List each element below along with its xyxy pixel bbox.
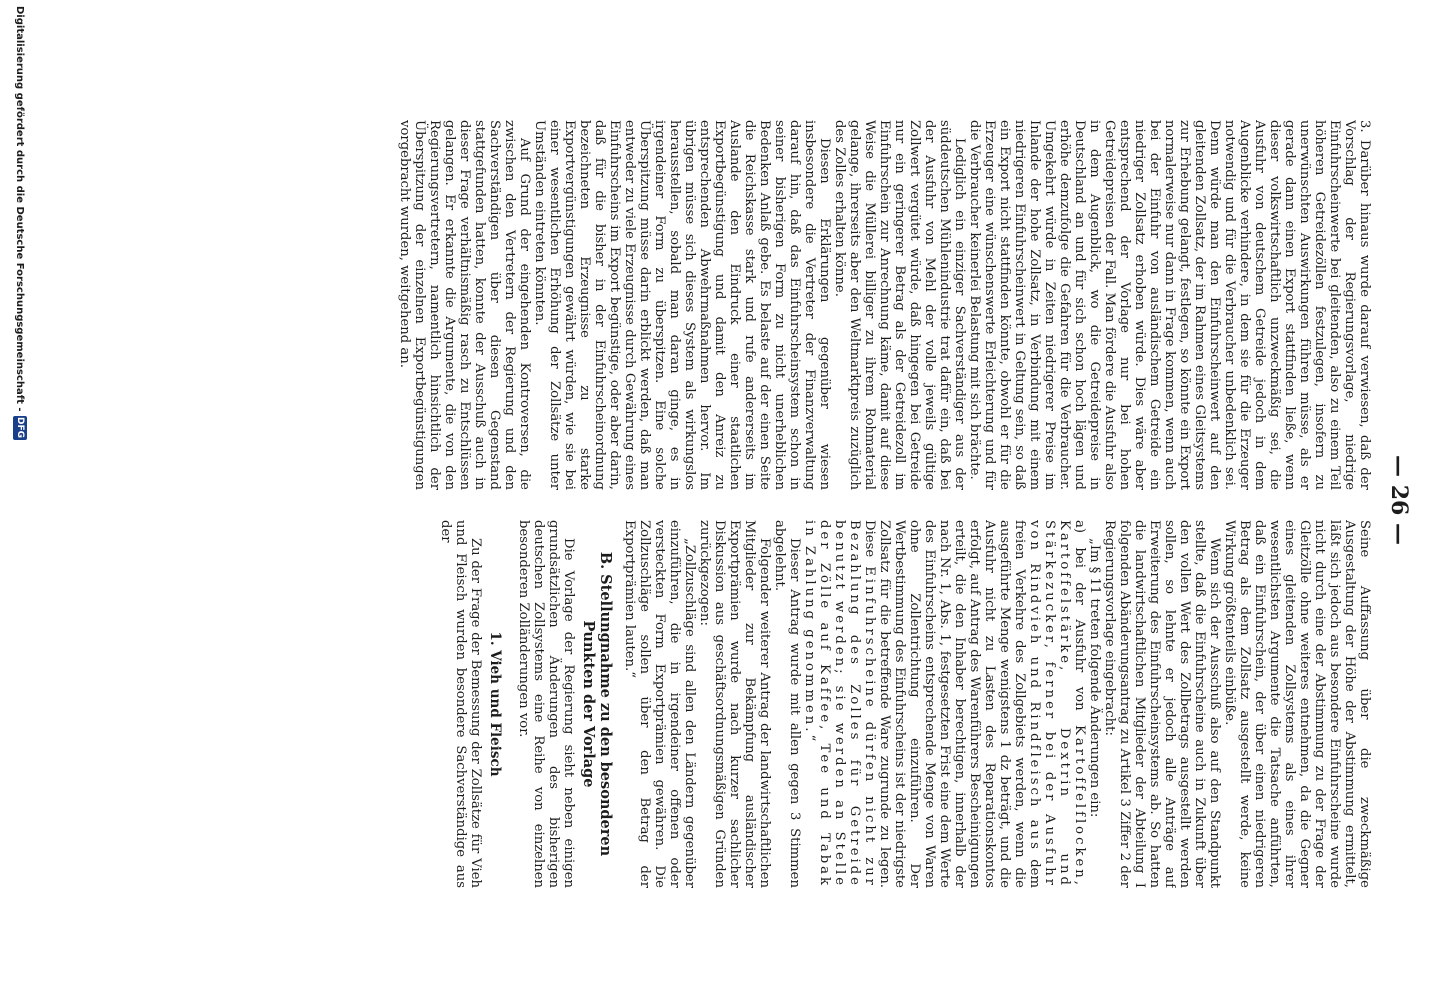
paragraph: „Zollzuschläge sind allen den Ländern gegenüber einzuführen, die in irgendeiner offenen oder versteckten Form Exportprämien gewähren. Die Zollzuschläge sollen über den Betrag der Exportprämien lauten.“ [622,520,697,888]
paragraph: Seine Auffassung über die zweckmäßige Ausgestaltung der Höhe der Abstimmung ermittelt, läßt sich jedoch aus besondere Einfuhrscheine wurde nicht durch eine der Abstimmung zu der Frage der Gleitzölle ohne weiteres entnehmen, da die Gegner eines gleitenden Zollsystems als eines ihrer wesentlichsten Argumente die Tatsache anführten, daß ein Einfuhrschein, der über einen niedrigeren Betrag als dem Zollsatz ausgestellt werde, keine Wirkung größtenteils einbüße. [1222,520,1372,888]
paragraph: Auf Grund der eingehenden Kontroversen, die zwischen den Vertretern der Regierung und den Sachverständigen über diesen Gegenstand stattgefunden hatten, konnte der Ausschuß auch in dieser Frage verhältnismäßig rasch zu Entschlüssen gelangen. Er erkannte die Argumente, die von den Regierungsvertretern, namentlich hinsichtlich der Überspitzung der einzelnen Exportbegünstigungen vorgebracht wurden, weitgehend an. [397,120,532,490]
paragraph: Folgender weiterer Antrag der landwirtschaftlichen Mitglieder zur Bekämpfung ausländischer Exportprämien wurde nach kurzer sachlicher Diskussion aus geschäftsordnungsmäßigen Gründen zurückgezogen: [697,520,772,888]
amendment-a [802,520,1087,888]
paragraph: Dieser Antrag wurde mit allen gegen 3 Stimmen abgelehnt. [772,520,802,888]
quote-intro: „Im § 11 treten folgende Änderungen ein: [1087,538,1102,818]
left-column [142,120,1372,490]
document-page: — 26 — 3. Darüber hinaus wurde darauf verwiesen, daß der Vorschlag der Regierungsvorlage, niedrige Einfuhrscheinwerte bei gleitenden, also zu einem Teil höheren Getreidezöllen festzulegen, insofern zu unerwünschten Auswirkungen führen müsse, als er gerade dann einen Export stattfinden ließe, wenn dieser volkswirtschaftlich unzweckmäßig sei, die Ausfuhr von deutschem Getreide jedoch in dem Augenblicke verhindere, in dem sie für die Erzeuger notwendig und für die Verbraucher unbedenklich sei. Denn würde man den Einfuhrscheinwert auf den gleitenden Zollsatz, der im Rahmen eines Gleitsystems zur Erhebung gelangt, festlegen, so könnte ein Export normalerweise nur dann in Frage kommen, wenn auch bei der Einfuhr von ausländischem Getreide ein niedriger Zollsatz erhoben würde. Dies wäre aber entsprechend der Vorlage nur bei hohen Getreidepreisen der Fall. Man fördere die Ausfuhr also in dem Augenblick, wo die Getreidepreise in Deutschland an und für sich schon hoch lägen und erhöhe demzufolge die Gefahren für die Verbraucher. Umgekehrt würde in Zeiten niedrigerer Preise im Inlande der hohe Zollsatz, in Verbindung mit einem niedrigeren Einfuhrscheinwert in Geltung sein, so daß ein Export nicht stattfinden könnte, obwohl er für die Erzeuger eine wünschenswerte Erleichterung und für die Verbraucher keinerlei Belastung mit sich brächte. Lediglich ein einziger Sachverständiger aus der süddeutschen Mühlenindustrie trat dafür ein, daß bei der Ausfuhr von Mehl der volle jeweils gültige Zollwert vergütet würde, daß hingegen bei Getreide nur ein geringerer Betrag als der Getreidezoll im Einfuhrschein zur Anrechnung käme, damit auf diese Weise die Müllerei billiger zu ihrem Rohmaterial gelange, ihrerseits aber den Weltmarktpreis zuzüglich des Zolles erhalten könne. Diesen Erklärungen gegenüber wiesen insbesondere die Vertreter der Finanzverwaltung darauf hin, daß das Einfuhrscheinsystem schon in seiner bisherigen Form zu nicht unerheblichen Bedenken Anlaß gebe. Es belaste auf der einen Seite die Reichskasse stark und rufe andererseits im Auslande den Eindruck einer staatlichen Exportbegünstigung und damit den Anreiz zu entsprechenden Abwehrmaßnahmen hervor. Im übrigen müsse sich dieses System als wirkungslos herausstellen, sobald man daran ginge, es in irgendeiner Form zu überspitzen. Eine solche Überspitzung müsse darin erblickt werden, daß man entweder zu viele Erzeugnisse durch Gewährung eines Einfuhrscheins im Export begünstige, oder aber darin, daß für die bisher in der Einfuhrscheinordnung bezeichneten Erzeugnisse zu starke Exportvergünstigungen gewährt würden, wie sie bei einer wesentlichen Erhöhung der Zollsätze unter Umständen eintreten könnten. Auf Grund der eingehenden Kontroversen, die zwischen den Vertretern der Regierung und den Sachverständigen über diesen Gegenstand stattgefunden hatten, konnte der Ausschuß auch in dieser Frage verhältnismäßig rasch zu Entschlüssen gelangen. Er erkannte die Argumente, die von den Regierungsvertretern, namentlich hinsichtlich der Überspitzung der einzelnen Exportbegünstigungen vorgebracht wurden, weitgehend an. Seine Auffassung über die zweckmäßige Ausgestaltung der Höhe der Abstimmung ermittelt, läßt sich jedoch aus besondere Einfuhrscheine wurde nicht durch eine der Abstimmung zu der Frage der Gleitzölle ohne weiteres entnehmen, da die Gegner eines gleitenden Zollsystems als eines ihrer wesentlichsten Argumente die Tatsache anführten, daß ein Einfuhrschein, der über einen niedrigeren Betrag als dem Zollsatz ausgestellt werde, keine Wirkung größtenteils einbüße. Wenn sich der Ausschuß also auf den Standpunkt stellte, daß die Einfuhrscheine auch in Zukunft über den vollen Wert des Zollbetrags ausgestellt werden sollen, so lehnte er jedoch alle Anträge auf Erweiterung des Einfuhrscheinsystems ab. So hatten die landwirtschaftlichen Mitglieder der Abteilung I folgenden Abänderungsantrag zu Artikel 3 Ziffer 2 der Regierungsvorlage eingebracht: „Im § 11 treten folgende Änderungen ein: a) bei der Ausfuhr von Kartoffelflocken, Kartoffelstärke, Dextrin und Stärkezucker, ferner bei der Ausfuhr von Rindvieh und Rindfleisch aus dem freien Verkehre des Zollgebiets werden, wenn die ausgeführte Menge wenigstens 1 dz beträgt, und die Ausfuhr nicht zu Lasten des Reparationskontos erfolgt, auf Antrag des Warenführers Bescheinigungen erteilt, die den Inhaber berechtigen, innerhalb der nach Nr. 1, Abs. 1, festgesetzten Frist eine dem Werte des Einfuhrscheins entsprechende Menge von Waren ohne Zollentrichtung einzuführen. Der Wertbestimmung des Einfuhrscheins ist der niedrigste Zollsatz für die betreffende Ware zugrunde zu legen. Diese Einfuhrscheine dürfen nicht zur Bezahlung des Zolles für Getreide benutzt werden; sie werden an Stelle der Zölle auf Kaffee, Tee und Tabak in Zahlung genommen.“ Dieser Antrag wurde mit allen gegen 3 Stimmen abgelehnt. Folgender weiterer Antrag der landwirtschaftlichen Mitglieder zur Bekämpfung ausländischer Exportprämien wurde nach kurzer sachlicher Diskussion aus geschäftsordnungsmäßigen Gründen zurückgezogen: „Zollzuschläge sind allen den Ländern gegenüber einzuführen, die in irgendeiner offenen oder versteckten Form Exportprämien gewähren. Die Zollzuschläge sollen über den Betrag der Exportprämien lauten.“ B. Stellungnahme zu den besonderen Punkten der Vorlage Die Vorlage der Regierung sieht neben einigen grundsätzlichen Änderungen des bisherigen deutschen Zollsystems eine Reihe von einzelnen besonderen Zolländerungen vor. 1. Vieh und Fleisch Zu der Frage der Bemessung der Zollsätze für Vieh und Fleisch wurden besondere Sachverständige aus der Digitalisierung gefördert durch die Deutsche Forschungsgemeinschaft - DFG [0,0,1434,1000]
amendment-label: a) [1072,520,1087,534]
paragraph: Lediglich ein einziger Sachverständiger aus der süddeutschen Mühlenindustrie trat dafür ein, daß bei der Ausfuhr von Mehl der volle jeweils gültige Zollwert vergütet würde, daß hingegen bei Getreide nur ein geringerer Betrag als der Getreidezoll im Einfuhrschein zur Anrechnung käme, damit auf diese Weise die Müllerei billiger zu ihrem Rohmaterial gelange, ihrerseits aber den Weltmarktpreis zuzüglich des Zolles erhalten könne. [832,120,967,490]
paragraph: Zu der Frage der Bemessung der Zollsätze für Vieh und Fleisch wurden besondere Sachverständige aus der [438,520,483,888]
digitization-footer [6,0,34,1000]
amendment-goods: Kartoffelflocken, Kartoffelstärke, Dextrin und Stärkezucker, ferner bei der Ausfuhr von Rindvieh und Rindfleisch aus [1027,520,1087,888]
paragraph: 3. Darüber hinaus wurde darauf verwiesen, daß der Vorschlag der Regierungsvorlage, niedrige Einfuhrscheinwerte bei gleitenden, also zu einem Teil höheren Getreidezöllen festzulegen, insofern zu unerwünschten Auswirkungen führen müsse, als er gerade dann einen Export stattfinden ließe, wenn dieser volkswirtschaftlich unzweckmäßig sei, die Ausfuhr von deutschem Getreide jedoch in dem Augenblicke verhindere, in dem sie für die Erzeuger notwendig und für die Verbraucher unbedenklich sei. Denn würde man den Einfuhrscheinwert auf den gleitenden Zollsatz, der im Rahmen eines Gleitsystems zur Erhebung gelangt, festlegen, so könnte ein Export normalerweise nur dann in Frage kommen, wenn auch bei der Einfuhr von ausländischem Getreide ein niedriger Zollsatz erhoben würde. Dies wäre aber entsprechend der Vorlage nur bei hohen Getreidepreisen der Fall. Man fördere die Ausfuhr also in dem Augenblick, wo die Getreidepreise in Deutschland an und für sich schon hoch lägen und erhöhe demzufolge die Gefahren für die Verbraucher. Umgekehrt würde in Zeiten niedrigerer Preise im Inlande der hohe Zollsatz, in Verbindung mit einem niedrigeren Einfuhrscheinwert in Geltung sein, so daß ein Export nicht stattfinden könnte, obwohl er für die Erzeuger eine wünschenswerte Erleichterung und für die Verbraucher keinerlei Belastung mit sich brächte. [967,120,1372,490]
amendment-restriction: Einfuhrscheine dürfen nicht zur Bezahlung des Zolles für Getreide benutzt werden; sie werden an Stelle der Zölle auf Kaffee, Tee und Tabak in Zahlung genommen.“ [802,520,877,888]
paragraph: Die Vorlage der Regierung sieht neben einigen grundsätzlichen Änderungen des bisherigen deutschen Zollsystems eine Reihe von einzelnen besonderen Zolländerungen vor. [516,520,576,888]
subsection-heading: 1. Vieh und Fleisch [487,631,503,777]
amendment-text: dem freien Verkehre des Zollgebiets werden, wenn die ausgeführte Menge wenigstens 1 dz beträgt, und die Ausfuhr nicht zu Lasten des Reparationskontos erfolgt, auf Antrag des Warenführers Bescheinigungen erteilt, die den Inhaber berechtigen, innerhalb der nach Nr. 1, Abs. 1, festgesetzten Frist eine dem Werte des Einfuhrscheins entsprechende Menge von Waren ohne Zollentrichtung einzuführen. Der Wertbestimmung des Einfuhrscheins ist der niedrigste Zollsatz für die betreffende Ware zugrunde zu legen. Diese [862,520,1042,888]
section-heading: B. Stellungnahme zu den besonderen Punkten der Vorlage [580,551,614,857]
right-column [142,520,1372,888]
paragraph: Diesen Erklärungen gegenüber wiesen insbesondere die Vertreter der Finanzverwaltung darauf hin, daß das Einfuhrscheinsystem schon in seiner bisherigen Form zu nicht unerheblichen Bedenken Anlaß gebe. Es belaste auf der einen Seite die Reichskasse stark und rufe andererseits im Auslande den Eindruck einer staatlichen Exportbegünstigung und damit den Anreiz zu entsprechenden Abwehrmaßnahmen hervor. Im übrigen müsse sich dieses System als wirkungslos herausstellen, sobald man daran ginge, es in irgendeiner Form zu überspitzen. Eine solche Überspitzung müsse darin erblickt werden, daß man entweder zu viele Erzeugnisse durch Gewährung eines Einfuhrscheins im Export begünstige, oder aber darin, daß für die bisher in der Einfuhrscheinordnung bezeichneten Erzeugnisse zu starke Exportvergünstigungen gewährt würden, wie sie bei einer wesentlichen Erhöhung der Zollsätze unter Umständen eintreten könnten. [532,120,832,490]
paragraph: Wenn sich der Ausschuß also auf den Standpunkt stellte, daß die Einfuhrscheine auch in Zukunft über den vollen Wert des Zollbetrags ausgestellt werden sollen, so lehnte er jedoch alle Anträge auf Erweiterung des Einfuhrscheinsystems ab. So hatten die landwirtschaftlichen Mitglieder der Abteilung I folgenden Abänderungsantrag zu Artikel 3 Ziffer 2 der Regierungsvorlage eingebracht: [1102,520,1222,888]
dfg-logo: DFG [15,417,25,439]
amendment-lead: bei der Ausfuhr von [1072,547,1087,711]
funding-credit: Digitalisierung gefördert durch die Deutsche Forschungsgemeinschaft - [14,6,26,412]
